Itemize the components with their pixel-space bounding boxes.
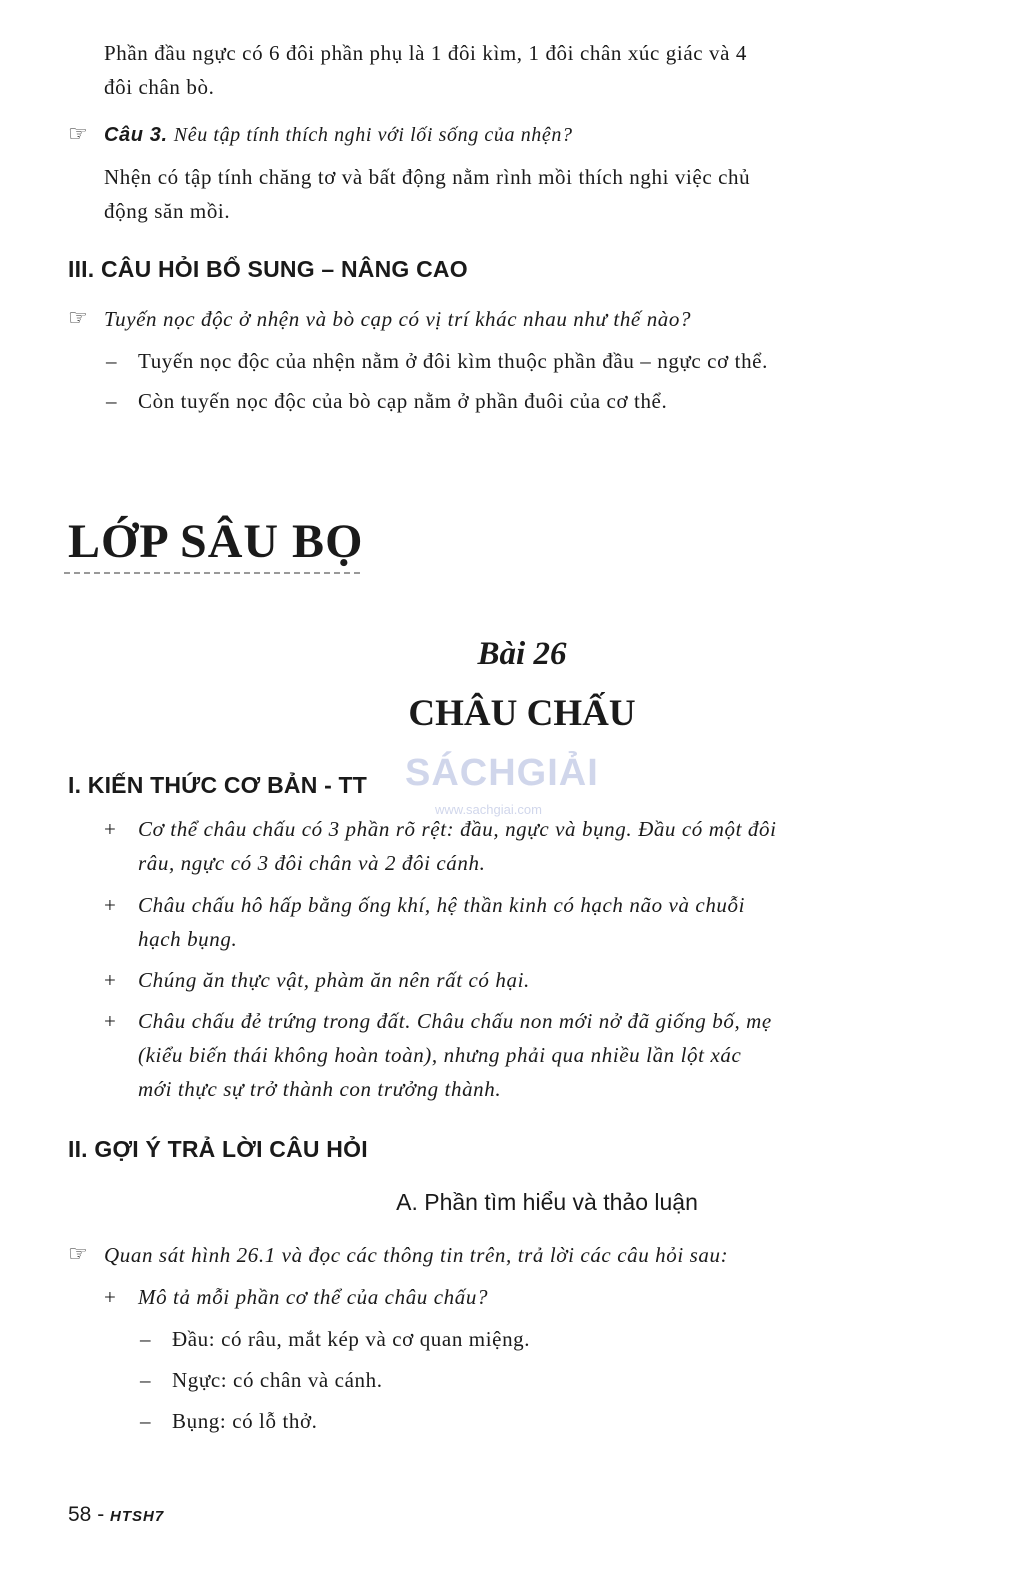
section-2-answer-2: Ngực: có chân và cánh. bbox=[172, 1368, 383, 1392]
footer-separator: - bbox=[97, 1503, 105, 1526]
chapter-rule bbox=[64, 572, 360, 574]
pointing-hand-icon: ☞ bbox=[68, 122, 88, 147]
bullet-marker: + bbox=[104, 1285, 116, 1309]
question-3-text: Nêu tập tính thích nghi với lối sống của nhện? bbox=[173, 124, 573, 146]
section-2-sub-question: Mô tả mỗi phần cơ thể của châu chấu? bbox=[138, 1285, 489, 1309]
question-3-answer-line-2: động săn mồi. bbox=[104, 199, 231, 223]
chapter-title: LỚP SÂU BỌ bbox=[68, 515, 364, 568]
bullet-marker: + bbox=[104, 968, 116, 992]
pointing-hand-icon: ☞ bbox=[68, 306, 88, 331]
section-2-answer-1: Đầu: có râu, mắt kép và cơ quan miệng. bbox=[172, 1327, 531, 1351]
watermark-url: www.sachgiai.com bbox=[435, 802, 542, 817]
book-code: HTSH7 bbox=[110, 1508, 165, 1525]
section-1-bullet-3-line-1: Chúng ăn thực vật, phàm ăn nên rất có hại. bbox=[138, 968, 530, 992]
section-1-bullet-2-line-2: hạch bụng. bbox=[138, 927, 238, 951]
list-marker: – bbox=[140, 1368, 151, 1392]
section-1-heading: I. KIẾN THỨC CƠ BẢN - TT bbox=[68, 772, 368, 798]
section-1-bullet-2-line-1: Châu chấu hô hấp bằng ống khí, hệ thần kinh có hạch não và chuỗi bbox=[138, 893, 746, 917]
lesson-title: CHÂU CHẤU bbox=[408, 693, 636, 734]
section-1-bullet-4-line-1: Châu chấu đẻ trứng trong đất. Châu chấu non mới nở đã giống bố, mẹ bbox=[138, 1009, 772, 1033]
list-marker: – bbox=[140, 1327, 151, 1351]
lesson-number: Bài 26 bbox=[477, 636, 567, 672]
section-1-bullet-1-line-1: Cơ thể châu chấu có 3 phần rõ rệt: đầu, ngực và bụng. Đầu có một đôi bbox=[138, 817, 777, 841]
section-1-bullet-1-line-2: râu, ngực có 3 đôi chân và 2 đôi cánh. bbox=[138, 851, 486, 875]
section-3-heading: III. CÂU HỎI BỔ SUNG – NÂNG CAO bbox=[68, 256, 468, 282]
section-1-bullet-4-line-3: mới thực sự trở thành con trưởng thành. bbox=[138, 1077, 502, 1101]
list-marker: – bbox=[106, 349, 117, 373]
section-2-subheading: A. Phần tìm hiểu và thảo luận bbox=[396, 1189, 698, 1215]
section-3-question: Tuyến nọc độc ở nhện và bò cạp có vị trí khác nhau như thế nào? bbox=[104, 307, 692, 331]
section-1-bullet-4-line-2: (kiểu biến thái không hoàn toàn), nhưng phải qua nhiều lần lột xác bbox=[138, 1043, 742, 1067]
section-3-item-1: Tuyến nọc độc của nhện nằm ở đôi kìm thuộc phần đầu – ngực cơ thể. bbox=[138, 349, 768, 373]
pointing-hand-icon: ☞ bbox=[68, 1242, 88, 1267]
list-marker: – bbox=[106, 389, 117, 413]
section-2-answer-3: Bụng: có lỗ thở. bbox=[172, 1409, 318, 1433]
question-3 bbox=[104, 118, 964, 152]
bullet-marker: + bbox=[104, 1009, 116, 1033]
question-3-answer-line-1: Nhện có tập tính chăng tơ và bất động nằm rình mồi thích nghi việc chủ bbox=[104, 165, 751, 189]
page-number: 58 bbox=[68, 1503, 92, 1526]
page-footer bbox=[68, 1500, 164, 1532]
question-3-label: Câu 3. bbox=[104, 124, 168, 146]
section-3-item-2: Còn tuyến nọc độc của bò cạp nằm ở phần đuôi của cơ thể. bbox=[138, 389, 668, 413]
bullet-marker: + bbox=[104, 817, 116, 841]
top-para-line-1: Phần đầu ngực có 6 đôi phần phụ là 1 đôi kìm, 1 đôi chân xúc giác và 4 bbox=[104, 41, 748, 65]
watermark-text: SÁCHGIẢI bbox=[405, 752, 599, 794]
top-para-line-2: đôi chân bò. bbox=[104, 75, 215, 99]
list-marker: – bbox=[140, 1409, 151, 1433]
section-2-heading: II. GỢI Ý TRẢ LỜI CÂU HỎI bbox=[68, 1136, 368, 1162]
section-2-question: Quan sát hình 26.1 và đọc các thông tin trên, trả lời các câu hỏi sau: bbox=[104, 1243, 729, 1267]
bullet-marker: + bbox=[104, 893, 116, 917]
